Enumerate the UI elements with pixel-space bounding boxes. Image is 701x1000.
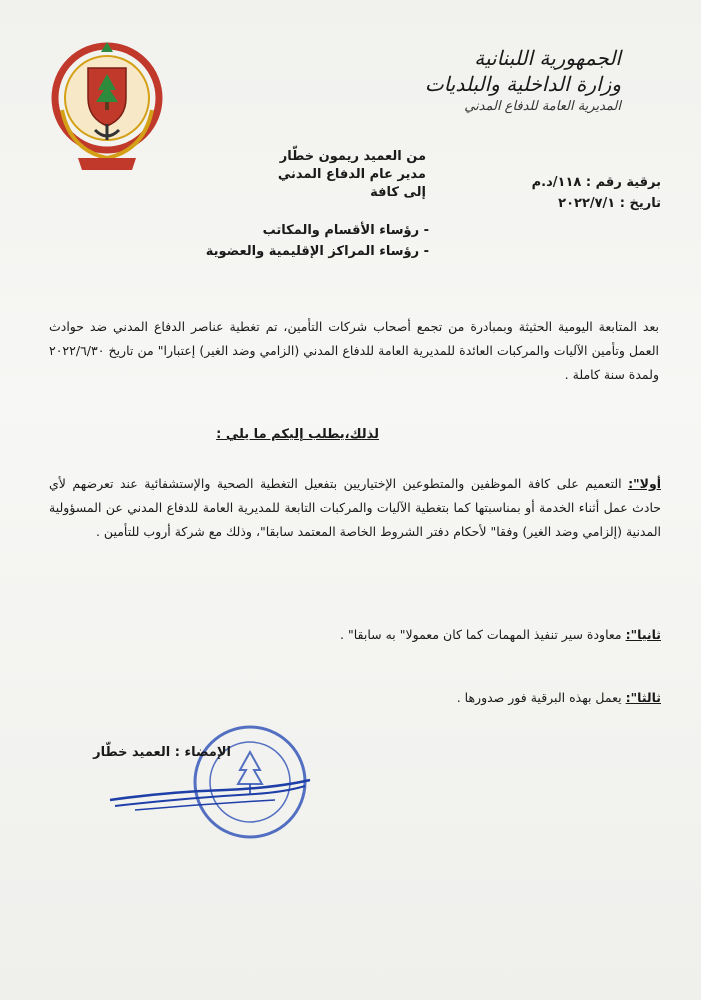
reference-date: تاريخ : ٢٠٢٢/٧/١ — [558, 196, 661, 211]
recipient-item: - رؤساء الأقسام والمكاتب — [262, 223, 429, 238]
item-second — [49, 623, 661, 647]
directorate-title: المديرية العامة للدفاع المدني — [464, 99, 621, 114]
item-third — [49, 686, 661, 710]
civil-defense-emblem — [50, 40, 165, 180]
body-paragraph: بعد المتابعة اليومية الحثيثة وبمبادرة من تجمع أصحاب شركات التأمين، تم تغطية عناصر الدفاع المدني ضد حوادث العمل وتأمين الآليات والمركبات العائدة للمديرية العامة للدفاع المدني (الزامي وضد الغير) إعتبارا" من تاريخ ٢٠٢٢/٦/٣٠ ولمدة سنة كاملة . — [49, 319, 659, 382]
recipient-item: - رؤساء المراكز الإقليمية والعضوية — [205, 244, 429, 259]
signature-label: الإمضاء : العميد خطّار — [93, 745, 231, 760]
item-label: ثالثا": — [625, 690, 661, 705]
reference-number: برقية رقم : ١١٨/د.م — [531, 175, 661, 190]
item-label: ثانيا": — [625, 627, 661, 642]
addressee: إلى كافة — [370, 185, 426, 200]
request-heading: لذلك،يطلب إليكم ما يلي : — [216, 427, 379, 442]
recipients-list — [189, 220, 429, 262]
item-text: معاودة سير تنفيذ المهمات كما كان معمولا" به سابقا" . — [340, 627, 622, 642]
item-text: يعمل بهذه البرقية فور صدورها . — [456, 690, 622, 705]
item-text: التعميم على كافة الموظفين والمتطوعين الإختياريين بتفعيل التغطية الصحية والإستشفائية عند تعرضهم لأي حادث عمل أثناء الخدمة أو بمناسبتها كما بتغطية الآليات والمركبات التابعة للمديرية العامة للدفاع المدني عن المسؤولية المدنية (إلزامي وضد الغير) وفقا" لأحكام دفتر الشروط الخاصة المعتمد سابقا"، وذلك مع شركة أروب للتأمين . — [49, 476, 661, 539]
ministry-header — [391, 45, 621, 117]
handwritten-signature — [105, 770, 315, 820]
sender-title: مدير عام الدفاع المدني — [277, 167, 426, 182]
item-label: أولا": — [628, 476, 661, 491]
sender-block — [206, 148, 426, 202]
sender-name: من العميد ريمون خطّار — [279, 149, 426, 164]
reference-block — [461, 172, 661, 214]
republic-title: الجمهورية اللبنانية — [474, 46, 621, 70]
item-first — [49, 472, 661, 544]
ministry-title: وزارة الداخلية والبلديات — [424, 72, 621, 96]
